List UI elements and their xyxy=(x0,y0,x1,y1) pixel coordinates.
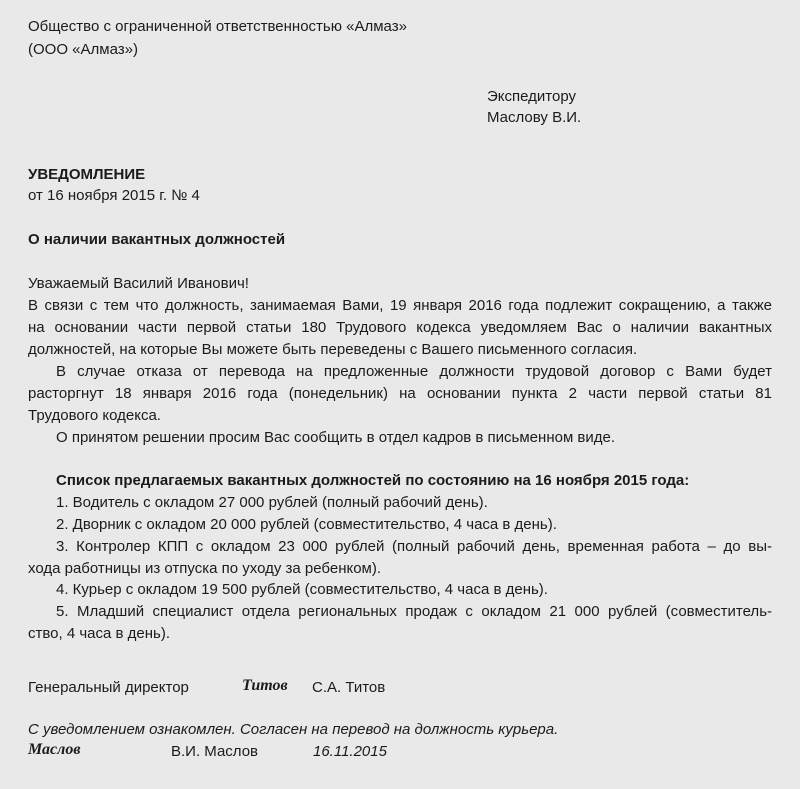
org-full-name: Общество с ограниченной ответственностью «Алмаз» xyxy=(28,18,407,35)
notice-subject: О наличии вакантных должностей xyxy=(28,231,286,248)
addressee-name: Маслову В.И. xyxy=(487,109,582,126)
notice-date-number: от 16 ноября 2015 г. № 4 xyxy=(28,187,200,204)
employee-name: В.И. Маслов xyxy=(171,743,259,760)
signatory-position: Генеральный директор xyxy=(28,679,189,696)
vacancy-item-continued: ство, 4 часа в день). xyxy=(28,625,171,642)
addressee-position: Экспедитору xyxy=(487,88,576,105)
vacancy-item: 4. Курьер с окладом 19 500 рублей (совместительство, 4 часа в день). xyxy=(56,581,548,598)
vacancy-item: 1. Водитель с окладом 27 000 рублей (полный рабочий день). xyxy=(56,494,488,511)
paragraph-2-line-1: В случае отказа от перевода на предложенные должности трудовой договор с Вами будет xyxy=(56,363,772,380)
notice-title: УВЕДОМЛЕНИЕ xyxy=(28,166,146,183)
employee-signature: Маслов xyxy=(28,741,81,758)
vacancy-item: 5. Младший специалист отдела региональных продаж с окладом 21 000 рублей (совместитель- xyxy=(56,603,772,620)
vacancy-item: 2. Дворник с окладом 20 000 рублей (совместительство, 4 часа в день). xyxy=(56,516,557,533)
vacancy-list-heading: Список предлагаемых вакантных должностей по состоянию на 16 ноября 2015 года: xyxy=(56,472,690,489)
vacancy-item-continued: хода работницы из отпуска по уходу за ребенком). xyxy=(28,560,382,577)
paragraph-1-line-1: В связи с тем что должность, занимаемая Вами, 19 января 2016 года подлежит сокращению, а также xyxy=(28,297,772,314)
acknowledgement-date: 16.11.2015 xyxy=(313,743,387,760)
paragraph-1-line-2: на основании части первой статьи 180 Трудового кодекса уведомляем Вас о наличии вакантных xyxy=(28,319,772,336)
director-signature: Титов xyxy=(242,677,288,694)
paragraph-1-line-3: должностей, на которые Вы можете быть переведены с Вашего письменного согласия. xyxy=(28,341,638,358)
vacancy-item: 3. Контролер КПП с окладом 23 000 рублей (полный рабочий день, временная работа – до вы- xyxy=(56,538,772,555)
acknowledgement-text: С уведомлением ознакомлен. Согласен на перевод на должность курьера. xyxy=(28,721,559,738)
org-short-name: (ООО «Алмаз») xyxy=(28,41,138,58)
paragraph-3: О принятом решении просим Вас сообщить в отдел кадров в письменном виде. xyxy=(56,429,616,446)
signatory-name: С.А. Титов xyxy=(312,679,386,696)
paragraph-2-line-3: Трудового кодекса. xyxy=(28,407,161,424)
paragraph-2-line-2: расторгнут 18 января 2016 года (понедельник) на основании пункта 2 части первой статьи 81 xyxy=(28,385,772,402)
greeting: Уважаемый Василий Иванович! xyxy=(28,275,249,292)
